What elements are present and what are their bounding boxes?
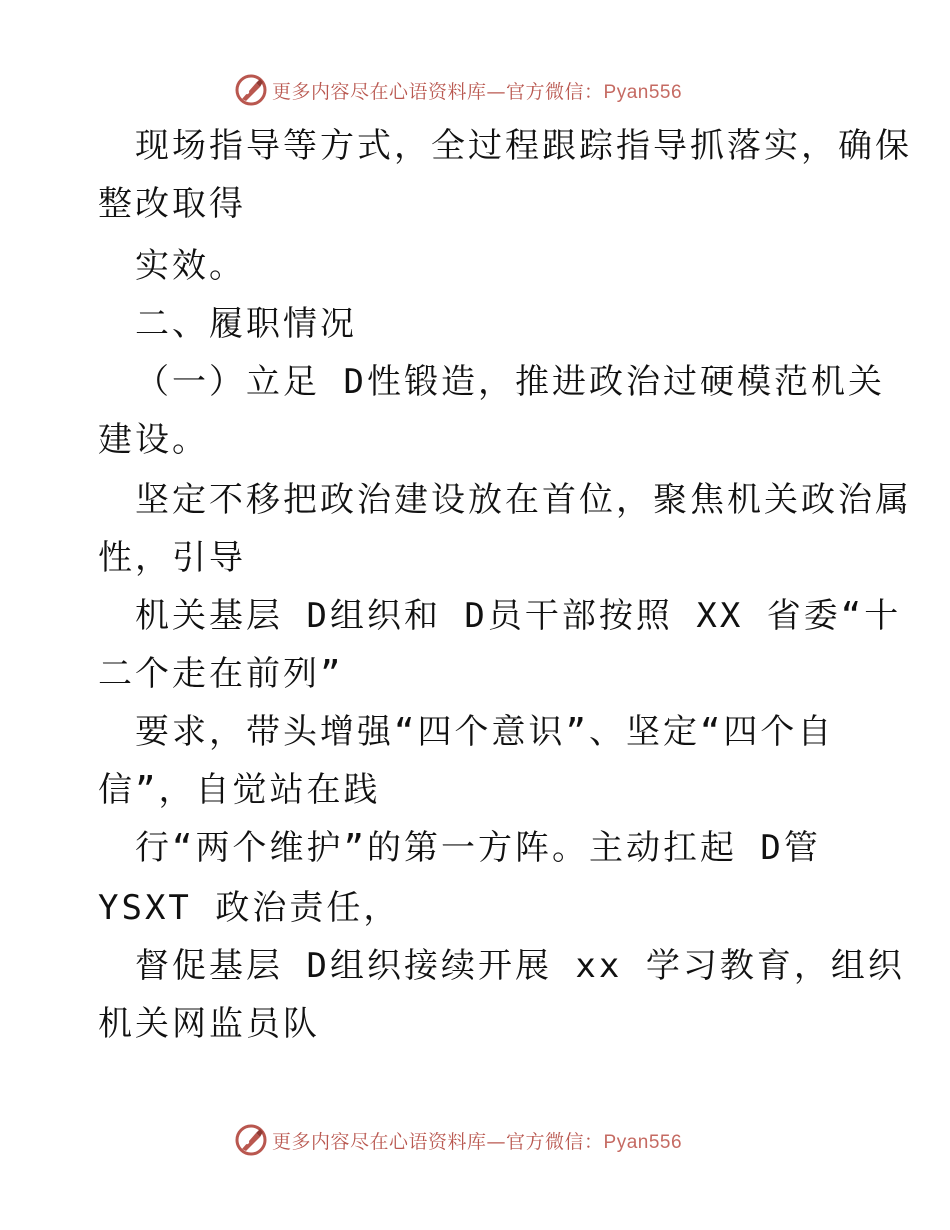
watermark-text: 更多内容尽在心语资料库—官方微信：Pyan556 — [272, 80, 683, 103]
pen-logo-icon — [234, 73, 268, 107]
body-line: 现场指导等方式，全过程跟踪指导抓落实，确保 — [135, 126, 912, 166]
body-line: 要求，带头增强“四个意识”、坚定“四个自 — [135, 712, 835, 752]
watermark-text: 更多内容尽在心语资料库—官方微信：Pyan556 — [272, 1130, 683, 1153]
watermark-footer — [234, 1122, 682, 1158]
subsection-heading: （一）立足 D性锻造，推进政治过硬模范机关 — [135, 362, 885, 402]
body-line: 二个走在前列” — [98, 654, 344, 694]
subsection-heading: 建设。 — [98, 420, 209, 460]
section-heading: 二、履职情况 — [135, 304, 357, 344]
body-line: 机关网监员队 — [98, 1004, 320, 1044]
pen-logo-icon — [234, 1123, 268, 1157]
body-line: 性，引导 — [98, 538, 246, 578]
body-line: 实效。 — [135, 246, 246, 286]
body-line: 行“两个维护”的第一方阵。主动扛起 D管 — [135, 828, 821, 868]
watermark-header — [234, 72, 682, 108]
body-line: 整改取得 — [98, 184, 246, 224]
body-line: YSXT 政治责任， — [98, 888, 401, 928]
body-line: 督促基层 D组织接续开展 xx 学习教育，组织 — [135, 946, 905, 986]
body-line: 信”，自觉站在践 — [98, 770, 381, 810]
body-line: 坚定不移把政治建设放在首位，聚焦机关政治属 — [135, 480, 912, 520]
body-line: 机关基层 D组织和 D员干部按照 XX 省委“十 — [135, 596, 902, 636]
